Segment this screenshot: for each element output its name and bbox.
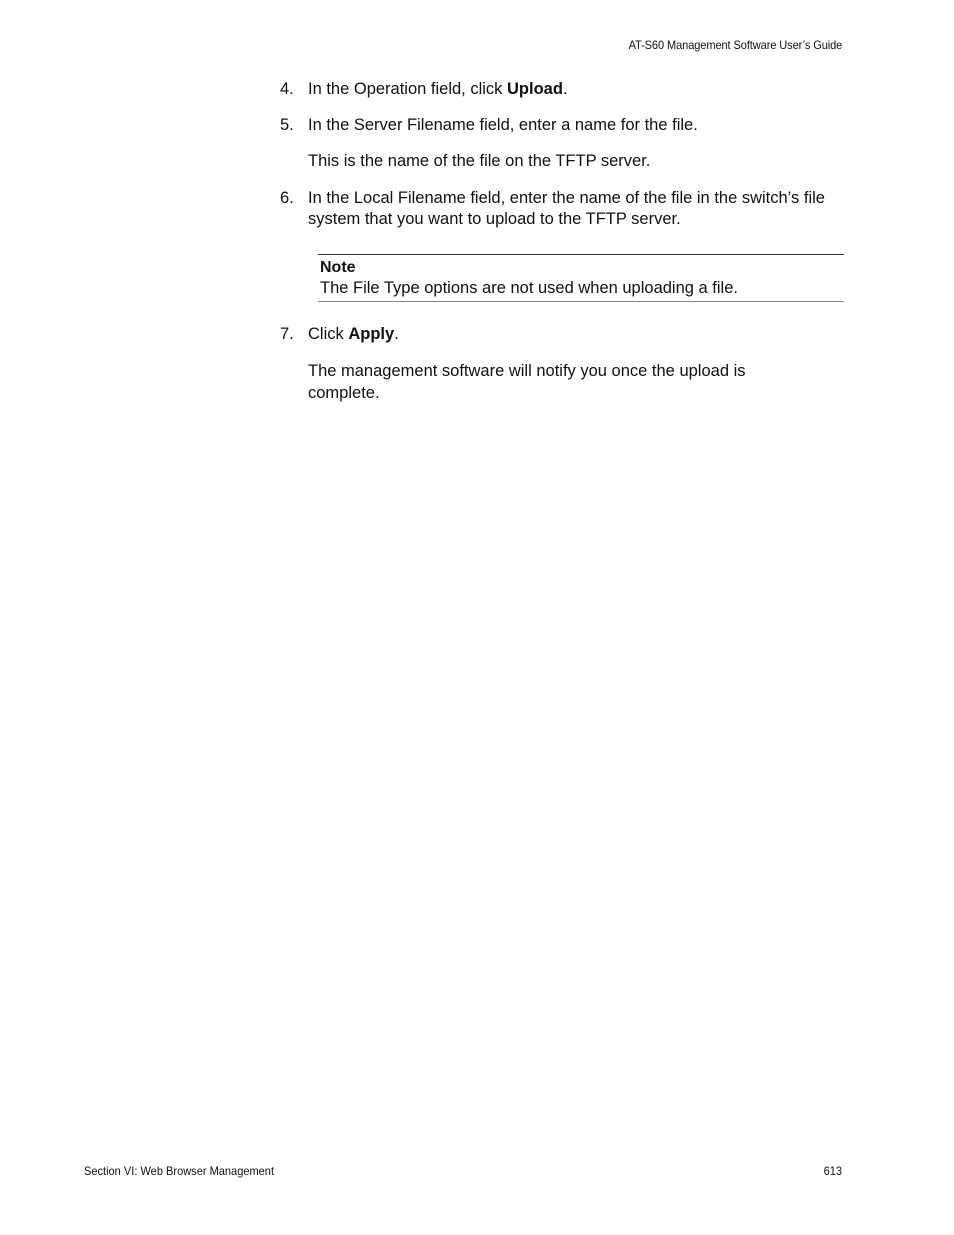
note-box (318, 254, 844, 302)
step-5 (280, 115, 842, 136)
step-4 (280, 79, 842, 100)
step-6 (280, 188, 842, 230)
step-5-detail: This is the name of the file on the TFTP server. (308, 152, 651, 170)
step-text: In the Server Filename field, enter a name for the file. (308, 116, 698, 134)
step-text: In the Local Filename field, enter the name of the file in the switch’s file system that you want to upload to the TFTP server. (308, 189, 825, 228)
step-text: Click Apply. (308, 325, 399, 343)
step-number: 7. (280, 325, 294, 343)
step-text: In the Operation field, click Upload. (308, 80, 568, 98)
footer-section: Section VI: Web Browser Management (84, 1164, 275, 1178)
page-number: 613 (823, 1164, 842, 1178)
step-number: 4. (280, 80, 294, 98)
step-7 (280, 324, 842, 345)
step-number: 6. (280, 189, 294, 207)
step-7-detail: The management software will notify you once the upload is complete. (308, 362, 746, 402)
note-text: The File Type options are not used when uploading a file. (320, 279, 738, 297)
upload-term: Upload (507, 80, 563, 98)
note-title: Note (320, 259, 356, 276)
running-header: AT-S60 Management Software User’s Guide (628, 38, 842, 52)
apply-term: Apply (348, 325, 395, 343)
step-number: 5. (280, 116, 294, 134)
